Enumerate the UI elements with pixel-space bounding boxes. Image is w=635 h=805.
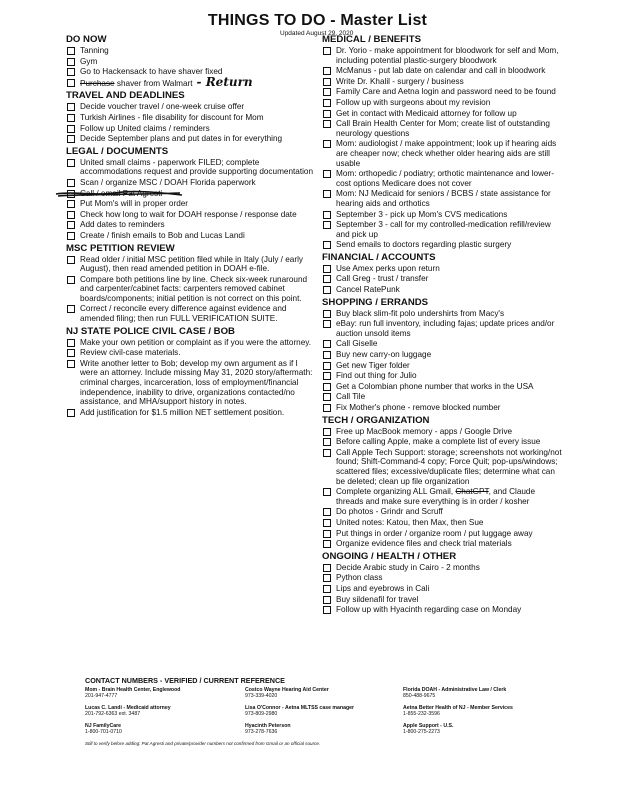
todo-item-main-text: Decide September plans and put dates in for everything xyxy=(80,134,283,144)
todo-item[interactable] xyxy=(66,348,316,358)
todo-item-main-text: Lips and eyebrows in Cali xyxy=(336,583,430,593)
todo-item-text xyxy=(80,74,316,89)
todo-item-main-text: September 3 - pick up Mom's CVS medications xyxy=(336,209,508,219)
todo-item[interactable] xyxy=(66,231,316,241)
todo-item-main-text: Call Giselle xyxy=(336,339,378,349)
todo-item-main-text: eBay: run full inventory, including fajas; update prices and/or auction unsold items xyxy=(336,319,555,338)
todo-item-text xyxy=(336,46,562,65)
contact-entry xyxy=(403,723,555,735)
todo-item-text xyxy=(80,338,316,348)
todo-item-main-text: Organize evidence files and check trial materials xyxy=(336,539,512,549)
todo-item-main-text: Create / finish emails to Bob and Lucas Landi xyxy=(80,230,245,240)
todo-item[interactable] xyxy=(66,178,316,188)
todo-item-text xyxy=(336,139,562,168)
contact-entry xyxy=(85,687,245,699)
todo-item-main-text: Check how long to wait for DOAH response / response date xyxy=(80,209,297,219)
todo-item[interactable] xyxy=(322,518,562,528)
todo-item[interactable] xyxy=(322,119,562,138)
todo-item-main-text: Fix Mother's phone - remove blocked number xyxy=(336,403,501,412)
todo-item-text xyxy=(336,339,562,349)
todo-item-main-text: Make your own petition or complaint as if you were the attorney. xyxy=(80,337,312,347)
todo-item-text xyxy=(80,220,316,230)
contact-phone[interactable]: 201-792-6363 ext. 3487 xyxy=(85,711,141,717)
todo-item[interactable] xyxy=(322,529,562,539)
contact-entry xyxy=(245,687,403,699)
todo-item-text xyxy=(336,264,562,274)
checkbox-icon[interactable] xyxy=(67,349,75,357)
todo-item-main-text: Scan / organize MSC / DOAH Florida paperwork xyxy=(80,177,256,187)
todo-item-main-text: McManus - put lab date on calendar and call in bloodwork xyxy=(336,66,546,76)
todo-item-text xyxy=(336,563,562,573)
todo-item-main-text: Get in contact with Medicaid attorney for follow up xyxy=(336,108,517,118)
checkbox-icon[interactable] xyxy=(67,339,75,347)
todo-item[interactable] xyxy=(66,102,316,112)
contact-name: Lucas C. Landi - Medicaid attorney xyxy=(85,705,171,711)
todo-item-text xyxy=(336,87,562,97)
contact-phone[interactable]: 973-809-2980 xyxy=(245,711,278,717)
todo-item[interactable] xyxy=(66,124,316,134)
todo-item-main-text: Free up MacBook memory - apps / Google Drive xyxy=(336,426,513,436)
todo-item[interactable] xyxy=(322,87,562,97)
todo-item-main-text: Buy new carry-on luggage xyxy=(336,350,432,360)
todo-item-main-text: Use Amex perks upon return xyxy=(336,263,440,273)
todo-item-text xyxy=(80,408,316,418)
todo-item-main-text: Tanning xyxy=(80,46,109,55)
contacts-grid xyxy=(85,687,555,735)
checkbox-icon[interactable] xyxy=(67,232,75,240)
todo-item[interactable] xyxy=(322,285,562,295)
contact-phone[interactable]: 850-488-9675 xyxy=(403,693,436,699)
todo-item[interactable] xyxy=(322,319,562,338)
todo-item-main-text: Send emails to doctors regarding plastic surgery xyxy=(336,240,512,250)
todo-item[interactable] xyxy=(322,371,562,381)
todo-item[interactable] xyxy=(322,584,562,594)
todo-item-main-text: Follow up United claims / reminders xyxy=(80,123,210,133)
section-heading-ongoing-health-other: ONGOING / HEALTH / OTHER xyxy=(322,550,457,562)
todo-item-text xyxy=(336,309,562,319)
todo-item-text xyxy=(336,507,562,517)
struck-text: ChatGPT xyxy=(455,487,489,497)
todo-item[interactable] xyxy=(322,350,562,360)
todo-item-main-text: , and Claude threads and make sure everything is in order / kosher xyxy=(336,487,536,506)
todo-item-main-text: Follow up with Hyacinth regarding case on Monday xyxy=(336,605,522,615)
checkbox-icon[interactable] xyxy=(67,305,75,313)
todo-item-text xyxy=(336,605,562,615)
todo-item-main-text: Mom: NJ Medicaid for seniors / BCBS / state assistance for hearing aids and orthotics xyxy=(336,189,551,208)
section-heading-nj-state-police-civil-case-bob: NJ STATE POLICE CIVIL CASE / BOB xyxy=(66,325,235,337)
todo-item[interactable] xyxy=(66,189,316,199)
contact-phone[interactable]: 1-800-275-2273 xyxy=(403,729,440,735)
checkbox-icon[interactable] xyxy=(323,286,331,294)
todo-item-text xyxy=(336,77,562,87)
checkbox-icon[interactable] xyxy=(323,78,331,86)
checkbox-icon[interactable] xyxy=(323,606,331,614)
page-title: THINGS TO DO - Master List xyxy=(207,12,428,29)
todo-item-text xyxy=(336,403,562,413)
todo-item-main-text: Decide Arabic study in Cairo - 2 months xyxy=(336,562,480,572)
todo-item[interactable] xyxy=(322,109,562,119)
todo-item-text xyxy=(80,178,316,188)
struck-text: Purchase xyxy=(80,78,115,88)
todo-item-text xyxy=(336,427,562,437)
contact-entry xyxy=(245,723,403,735)
todo-item[interactable] xyxy=(322,539,562,549)
todo-item[interactable] xyxy=(66,304,316,323)
todo-item-text xyxy=(336,109,562,119)
section-heading-travel-and-deadlines: TRAVEL AND DEADLINES xyxy=(66,90,185,102)
contact-name: Lisa O'Connor - Aetna MLTSS case manager xyxy=(245,705,355,711)
todo-item-text xyxy=(336,584,562,594)
checkbox-icon[interactable] xyxy=(323,120,331,128)
checkbox-icon[interactable] xyxy=(323,351,331,359)
checkbox-icon[interactable] xyxy=(323,519,331,527)
todo-item-main-text: Gym xyxy=(80,56,98,66)
todo-item[interactable] xyxy=(322,139,562,168)
checkbox-icon[interactable] xyxy=(323,585,331,593)
todo-item[interactable] xyxy=(322,448,562,486)
todo-item-text xyxy=(336,595,562,605)
checkbox-icon[interactable] xyxy=(323,508,331,516)
checkbox-icon[interactable] xyxy=(67,221,75,229)
checkbox-icon[interactable] xyxy=(67,276,75,284)
updated-date: Updated August 29, 2020 xyxy=(280,30,354,37)
todo-item[interactable] xyxy=(66,46,316,56)
todo-item-main-text: Correct / reconcile every difference against evidence and amended filing; then run FULL VERIFICATION SUITE. xyxy=(80,304,287,324)
todo-item[interactable] xyxy=(66,255,316,274)
contact-entry xyxy=(403,705,555,717)
todo-item-main-text: Turkish Airlines - file disability for discount for Mom xyxy=(80,112,264,122)
todo-item[interactable] xyxy=(66,408,316,418)
contact-name: Costco Wayne Hearing Aid Center xyxy=(245,687,329,693)
section-heading-legal-documents: LEGAL / DOCUMENTS xyxy=(66,145,169,157)
checkbox-icon[interactable] xyxy=(323,530,331,538)
checkbox-icon[interactable] xyxy=(323,404,331,412)
section-heading-financial-accounts: FINANCIAL / ACCOUNTS xyxy=(322,251,436,263)
contact-phone[interactable]: 201-947-4777 xyxy=(85,693,118,699)
todo-item[interactable] xyxy=(322,605,562,615)
todo-item-main-text: Do photos - Grindr and Scruff xyxy=(336,507,443,517)
todo-item-main-text: United notes: Katou, then Max, then Sue xyxy=(336,517,484,527)
contact-entry xyxy=(245,705,403,717)
handwritten-note: - Return xyxy=(196,74,253,89)
todo-item-text xyxy=(80,57,316,67)
checkbox-icon[interactable] xyxy=(323,310,331,318)
todo-item-main-text: Before calling Apple, make a complete list of every issue xyxy=(336,437,541,447)
contact-entry xyxy=(85,705,245,717)
todo-item[interactable] xyxy=(322,392,562,402)
todo-item-text xyxy=(336,66,562,76)
checkbox-icon[interactable] xyxy=(323,221,331,229)
contact-name: Hyacinth Peterson xyxy=(245,723,291,729)
contact-phone[interactable]: 973-278-7636 xyxy=(245,729,278,735)
todo-item[interactable] xyxy=(322,309,562,319)
todo-item-text xyxy=(80,255,316,274)
todo-item-main-text: Compare both petitions line by line. Check six-week runaround and carpenter/cabinet facts: carpenters removed cabinet boards/components; initial petition is not correct on this point. xyxy=(80,274,308,303)
checkbox-icon[interactable] xyxy=(323,362,331,370)
todo-item-text xyxy=(336,119,562,138)
section-heading-medical-benefits: MEDICAL / BENEFITS xyxy=(322,34,421,45)
todo-item-text xyxy=(336,189,562,208)
todo-item-text xyxy=(336,350,562,360)
todo-item-text xyxy=(336,274,562,284)
todo-item-text xyxy=(80,158,316,177)
checkbox-icon[interactable] xyxy=(323,170,331,178)
checkbox-icon[interactable] xyxy=(323,488,331,496)
checkbox-icon[interactable] xyxy=(67,68,75,76)
contact-name: Aetna Better Health of NJ - Member Services xyxy=(403,705,513,711)
checkbox-icon[interactable] xyxy=(67,409,75,417)
checkbox-icon[interactable] xyxy=(67,58,75,66)
todo-item[interactable] xyxy=(322,66,562,76)
todo-item[interactable] xyxy=(66,210,316,220)
todo-item-main-text: Review civil-case materials. xyxy=(80,348,181,358)
todo-item-main-text: Put Mom's will in proper order xyxy=(80,199,189,209)
section-heading-do-now: DO NOW xyxy=(66,34,107,45)
todo-item-text xyxy=(336,98,562,108)
todo-item[interactable] xyxy=(66,67,316,77)
checkbox-icon[interactable] xyxy=(67,179,75,187)
checkbox-icon[interactable] xyxy=(67,256,75,264)
checkbox-icon[interactable] xyxy=(67,200,75,208)
todo-item-main-text: Family Care and Aetna login and password need to be found xyxy=(336,87,556,97)
checkbox-icon[interactable] xyxy=(323,211,331,219)
todo-item[interactable] xyxy=(322,169,562,188)
contacts-heading: CONTACT NUMBERS - VERIFIED / CURRENT REFERENCE xyxy=(85,676,285,685)
todo-item-text xyxy=(336,371,562,381)
todo-item[interactable] xyxy=(322,563,562,573)
todo-item-main-text: Read older / initial MSC petition filed while in Italy (July / early August), then read amended petition in DOAH e-file. xyxy=(80,254,303,274)
todo-item-main-text: Call / email Pat Agresti xyxy=(80,188,163,198)
todo-item-main-text: Decide voucher travel / one-week cruise offer xyxy=(80,102,245,112)
todo-item-text xyxy=(80,275,316,304)
todo-item[interactable] xyxy=(322,339,562,349)
checkbox-icon[interactable] xyxy=(67,125,75,133)
todo-item-text xyxy=(80,102,316,112)
checkbox-icon[interactable] xyxy=(323,449,331,457)
todo-item-text xyxy=(336,220,562,239)
todo-item-text xyxy=(80,231,316,241)
todo-item[interactable] xyxy=(322,189,562,208)
checkbox-icon[interactable] xyxy=(323,438,331,446)
todo-item[interactable] xyxy=(66,199,316,209)
todo-item-main-text: Python class xyxy=(336,573,383,583)
todo-item-text xyxy=(80,113,316,123)
checkbox-icon[interactable] xyxy=(323,540,331,548)
todo-item[interactable] xyxy=(322,210,562,220)
todo-item[interactable] xyxy=(322,403,562,413)
todo-item-text xyxy=(336,169,562,188)
checkbox-icon[interactable] xyxy=(323,241,331,249)
todo-item[interactable] xyxy=(322,382,562,392)
checkbox-icon[interactable] xyxy=(67,47,75,55)
todo-item-main-text: Call Brain Health Center for Mom; create list of outstanding neurology questions xyxy=(336,119,550,138)
todo-item-text xyxy=(336,539,562,549)
todo-item-text xyxy=(336,285,562,295)
checkbox-icon[interactable] xyxy=(323,393,331,401)
checkbox-icon[interactable] xyxy=(323,99,331,107)
todo-item[interactable] xyxy=(66,158,316,177)
todo-item-text xyxy=(80,134,316,144)
todo-item[interactable] xyxy=(322,361,562,371)
checkbox-icon[interactable] xyxy=(323,67,331,75)
checkbox-icon[interactable] xyxy=(67,135,75,143)
todo-item[interactable] xyxy=(322,573,562,583)
todo-item-main-text: Write Dr. Khalil - surgery / business xyxy=(336,76,464,86)
todo-item[interactable] xyxy=(66,74,316,89)
todo-item-main-text: Add dates to reminders xyxy=(80,220,165,230)
checkbox-icon[interactable] xyxy=(323,47,331,55)
todo-item[interactable] xyxy=(66,113,316,123)
todo-item[interactable] xyxy=(322,507,562,517)
todo-item-main-text: Call Tile xyxy=(336,392,366,402)
todo-item[interactable] xyxy=(66,220,316,230)
checkbox-icon[interactable] xyxy=(323,320,331,328)
todo-item-main-text: Go to Hackensack to have shaver fixed xyxy=(80,67,223,77)
checkbox-icon[interactable] xyxy=(67,211,75,219)
checkbox-icon[interactable] xyxy=(323,383,331,391)
todo-item[interactable] xyxy=(322,264,562,274)
todo-item-main-text: Cancel RatePunk xyxy=(336,285,400,295)
todo-item-text xyxy=(336,487,562,506)
todo-item-text xyxy=(336,319,562,338)
todo-item-main-text: Mom: audiologist / make appointment; look up if hearing aids are cheaper now; check whether older hearing aids are still usable xyxy=(336,139,557,168)
checkbox-icon[interactable] xyxy=(323,88,331,96)
checkbox-icon[interactable] xyxy=(67,103,75,111)
left-column xyxy=(66,32,316,418)
todo-item-text xyxy=(80,210,316,220)
todo-item-text xyxy=(80,124,316,134)
todo-item-text xyxy=(80,359,316,407)
checkbox-icon[interactable] xyxy=(323,110,331,118)
todo-item-main-text: shaver from Walmart xyxy=(114,78,193,88)
todo-item-text xyxy=(80,46,316,56)
todo-item-main-text: Buy black slim-fit polo undershirts from Macy's xyxy=(336,308,505,318)
checkbox-icon[interactable] xyxy=(323,340,331,348)
checkbox-icon[interactable] xyxy=(323,190,331,198)
checkbox-icon[interactable] xyxy=(323,372,331,380)
checkbox-icon[interactable] xyxy=(323,275,331,283)
contact-name: Apple Support - U.S. xyxy=(403,723,454,729)
todo-item-text xyxy=(336,361,562,371)
todo-item-text xyxy=(336,437,562,447)
checkbox-icon[interactable] xyxy=(323,140,331,148)
checkbox-icon[interactable] xyxy=(323,596,331,604)
todo-item[interactable] xyxy=(322,437,562,447)
contacts-footnote: Still to verify before adding: Pat Agresti and private/provider numbers not confirmed from Gmail or an official source. xyxy=(85,741,321,746)
todo-item-main-text: Write another letter to Bob; develop my own argument as if I were an attorney. Include missing May 31, 2020 story/aftermath: criminal charges, incarceration, loss of employment/financial independence, inability to drive, organizations contacted/no assistance, and MHA/support history in notes. xyxy=(80,358,313,407)
checkbox-icon[interactable] xyxy=(323,428,331,436)
right-column xyxy=(322,32,562,616)
todo-item-main-text: Dr. Yorio - make appointment for bloodwork for self and Mom, including potential plastic-surgery bloodwork xyxy=(336,46,559,65)
todo-item-text xyxy=(336,529,562,539)
todo-item[interactable] xyxy=(322,427,562,437)
checkbox-icon[interactable] xyxy=(323,574,331,582)
todo-item-text xyxy=(80,199,316,209)
todo-item-text xyxy=(336,573,562,583)
todo-item-text xyxy=(336,382,562,392)
todo-item[interactable] xyxy=(66,359,316,407)
section-heading-tech-organization: TECH / ORGANIZATION xyxy=(322,414,430,426)
contact-name: Mom - Brain Health Center, Englewood xyxy=(85,687,181,693)
todo-item[interactable] xyxy=(66,57,316,67)
contact-entry xyxy=(85,723,245,735)
checkbox-icon[interactable] xyxy=(323,265,331,273)
todo-item[interactable] xyxy=(322,240,562,250)
todo-item-text xyxy=(80,348,316,358)
todo-item[interactable] xyxy=(322,595,562,605)
todo-item-main-text: Buy sildenafil for travel xyxy=(336,594,419,604)
checkbox-icon[interactable] xyxy=(67,79,75,87)
contact-phone[interactable]: 1-800-701-0710 xyxy=(85,729,122,735)
contact-phone[interactable]: 1-855-232-3596 xyxy=(403,711,440,717)
todo-item-main-text: Get new Tiger folder xyxy=(336,360,410,370)
contacts-section xyxy=(85,676,555,747)
todo-item-main-text: September 3 - call for my controlled-medication refill/review and pick up xyxy=(336,220,551,239)
todo-item[interactable] xyxy=(322,98,562,108)
scribble-strike-icon xyxy=(54,188,184,200)
todo-item-main-text: United small claims - paperwork FILED; complete accommodations request and provide supporting documentation xyxy=(80,157,314,177)
todo-item-main-text: Add justification for $1.5 million NET settlement position. xyxy=(80,407,285,417)
todo-item[interactable] xyxy=(66,338,316,348)
todo-item[interactable] xyxy=(322,46,562,65)
todo-item-main-text: Mom: orthopedic / podiatry; orthotic maintenance and lower-cost options Medicare does not cover xyxy=(336,169,554,188)
todo-item-text xyxy=(336,240,562,250)
todo-item-text xyxy=(80,304,316,323)
todo-item-text xyxy=(336,392,562,402)
todo-item-text xyxy=(336,210,562,220)
todo-item-main-text: Get a Colombian phone number that works in the USA xyxy=(336,381,534,391)
checkbox-icon[interactable] xyxy=(67,114,75,122)
todo-item[interactable] xyxy=(66,275,316,304)
todo-item-text-pre: Complete organizing ALL Gmail, xyxy=(336,487,456,497)
todo-item-text xyxy=(336,518,562,528)
checkbox-icon[interactable] xyxy=(67,159,75,167)
todo-item[interactable] xyxy=(322,77,562,87)
todo-item-text xyxy=(336,448,562,486)
todo-item-main-text: Call Apple Tech Support: storage; screenshots not working/not found; Shift-Command-4 copy; Force Quit; pop-ups/windows; scattered files; excessive/duplicate files; determine what can be deleted; clean up file organization xyxy=(336,447,562,486)
todo-item[interactable] xyxy=(66,134,316,144)
todo-item[interactable] xyxy=(322,220,562,239)
checkbox-icon[interactable] xyxy=(323,564,331,572)
contact-phone[interactable]: 973-339-4020 xyxy=(245,693,278,699)
contact-entry xyxy=(403,687,555,699)
checkbox-icon[interactable] xyxy=(67,360,75,368)
todo-item-main-text: Find out thing for Julio xyxy=(336,371,417,381)
contact-name: Florida DOAH - Administrative Law / Clerk xyxy=(403,687,507,693)
section-heading-shopping-errands: SHOPPING / ERRANDS xyxy=(322,296,429,308)
todo-item-main-text: Call Greg - trust / transfer xyxy=(336,274,429,284)
contact-name: NJ FamilyCare xyxy=(85,723,122,729)
section-heading-msc-petition-review: MSC PETITION REVIEW xyxy=(66,242,175,254)
todo-item[interactable] xyxy=(322,274,562,284)
todo-item-main-text: Put things in order / organize room / put luggage away xyxy=(336,528,533,538)
todo-item[interactable] xyxy=(322,487,562,506)
todo-item-main-text: Follow up with surgeons about my revision xyxy=(336,97,491,107)
